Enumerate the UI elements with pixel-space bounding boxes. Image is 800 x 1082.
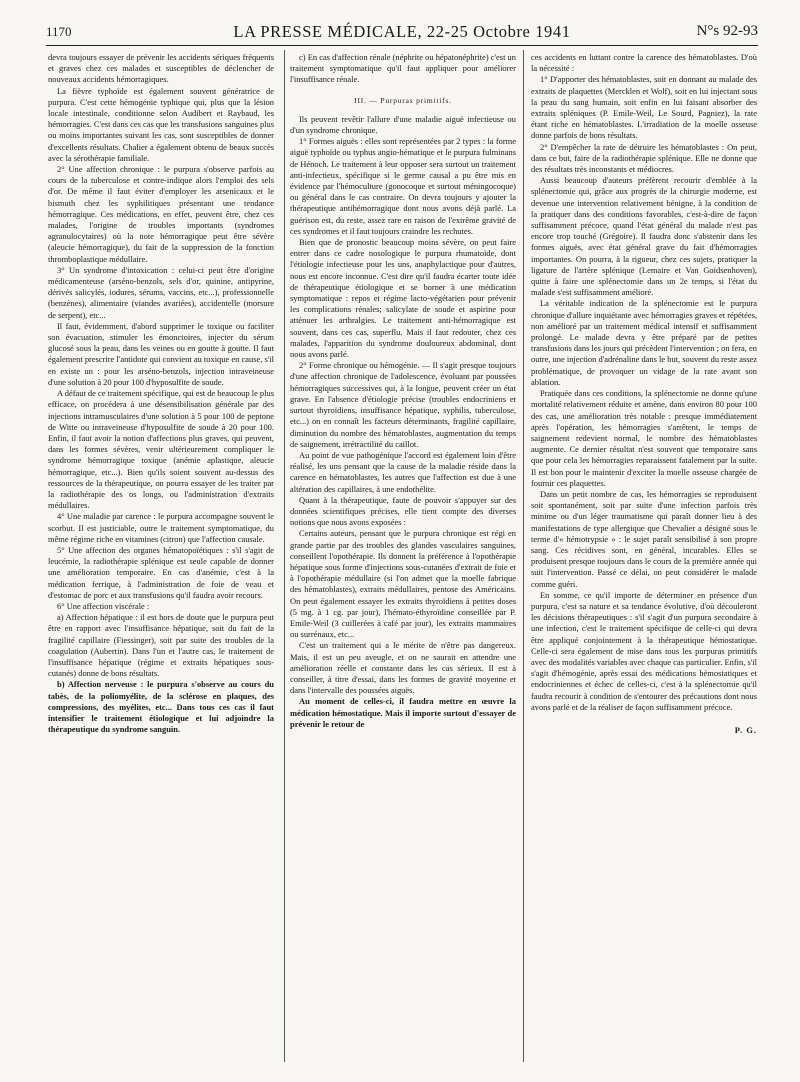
paragraph: a) Affection hépatique : il est hors de doute que le purpura peut être en rapport avec l'insuffisance hépatique, soit du fait de la fragilité capillaire (Fiessinger), soit par suite des troubles de la coagulation (Aubertin). Dans l'un et l'autre cas, le traitement de l'insuffisance hépatique (régime et extraits hépatiques sous-cutanés) donne de bons résultats. [48,612,274,679]
column-divider [523,50,524,1062]
paragraph: Ils peuvent revêtir l'allure d'une maladie aiguë infectieuse ou d'un syndrome chronique. [290,113,516,136]
paragraph: 1° Formes aiguës : elles sont représentées par 2 types : la forme aiguë typhoïde ou typhus angio-hématique et le purpura fulminans de Hénoch. Le traitement à leur opposer sera surtout un traitement anti-infectieux, spécifique si le germe causal a pu être mis en évidence par l'hémoculture (gonocoque et surtout méningocoque) ou général dans le cas contraire. On devra toujours y ajouter la thérapeutique antihémorragique dont nous avons déjà parlé. La guérison est, du reste, assez rare en raison de l'extrême gravité de ces syndromes et il faut toujours craindre les rechutes. [290,136,516,236]
paragraph: ces accidents en luttant contre la carence des hématoblastes. D'où la nécessité : [531,52,757,74]
header-rule [46,45,758,46]
article-column-2 [290,52,516,730]
paragraph: b) Affection nerveuse : le purpura s'observe au cours du tabès, de la poliomyélite, de la sclérose en plaques, des compressions, des myélites, etc... Dans tous ces cas il faut intensifier le traitement étiologique et lui adjoindre la thérapeutique du syndrome sanguin. [48,679,274,735]
paragraph: Certains auteurs, pensant que le purpura chronique est régi en grande partie par des troubles des glandes vasculaires sanguines, conseillent l'opothérapie. Ils donnent la préférence à l'opothérapie hépatique sous forme d'injections sous-cutanées d'extrait de foie et à l'opothérapie médullaire (si l'on admet que la moelle fabrique des hématoblastes), extraits médullaires, pentose des Américains. On peut également essayer les extraits thyroïdiens à petites doses (5 mg. à 1 cg. par jour), l'hémato-éthyroïdine conseillée par P. Emile-Weil (3 cuillerées à café par jour), les extraits mammaires ou surrénaux, etc... [290,528,516,640]
paragraph: Bien que de pronostic beaucoup moins sévère, on peut faire entrer dans ce cadre nosologique le purpura rhumatoïde, dont l'étiologie infectieuse pour les uns, anaphylactique pour d'autres, nous est encore inconnue. C'est dire qu'il faudra écarter toute idée de thérapeutique étiologique et se borner à une médication symptomatique : repos et régime lacto-végétarien pour prévenir les complications rénales; salicylate de soude et aspirine pour atténuer les arthralgies. Le traitement anti-hémorragique est souvent, dans ces cas, superflu. Mais il faut redouter, chez ces malades, l'apparition du syndrome douloureux abdominal, dont nous avons parlé. [290,237,516,360]
paragraph: 2° D'empêcher la rate de détruire les hématoblastes : On peut, dans ce but, faire de la radiothérapie splénique. Elle ne donne que des résultats très inconstants et médiocres. [531,141,757,175]
paragraph: 2° Une affection chronique : le purpura s'observe parfois au cours de la tuberculose et contre-indique alors l'emploi des sels d'or. De même il faut éviter d'employer les arsenicaux et le bismuth chez les syphilitiques présentant une tendance hémorragique. Ces médications, en effet, peuvent être, chez ces malades, l'origine de troubles importants (syndromes agranulocytaires) où la note hémorragique peut être sévère (aleucie hémorragique), du fait de la suppression de la fonction thromboplastique médullaire. [48,164,274,264]
journal-title: LA PRESSE MÉDICALE, 22-25 Octobre 1941 [233,22,571,41]
paragraph: A défaut de ce traitement spécifique, qui est de beaucoup le plus efficace, on procédera à une désensibilisation générale par des injections intramusculaires d'une solution à 5 pour 100 de peptone de Witte ou intraveineuse d'hyposulfite de soude à 20 pour 100. Enfin, il faut avoir la notion d'affections plus graves, qui peuvent, dans les formes sévères, venir ultérieurement compliquer le syndrome hémorragique toxique (anémie aplastique, aleucie hémorragique, etc...). Bien qu'ils soient souvent au-dessus des ressources de la thérapeutique, on pourra essayer de les traiter par la radiothérapie des os longs, ou l'administration d'extraits médullaires. [48,388,274,511]
author-signature: P. G. [734,724,757,735]
paragraph: 2° Forme chronique ou hémogénie. — Il s'agit presque toujours d'une affection chronique de l'adolescence, évoluant par poussées hémorragiques successives qui, à la longue, peuvent créer un état grave. En l'absence d'étiologie précise (troubles endocriniens et surtout thyroïdiens, insuffisance hépatique, syphilis, tuberculose, etc...) on en connaît les facteurs déterminants, fragilité capillaire, diminution du nombre des hématoblastes, augmentation du temps de saignement, irrétractilité du caillot. [290,360,516,449]
paragraph: c) En cas d'affection rénale (néphrite ou hépatonéphrite) c'est un traitement symptomatique qu'il faut appliquer pour améliorer l'insuffisance rénale. [290,52,516,85]
paragraph: Dans un petit nombre de cas, les hémorragies se reproduisent soit spontanément, soit par suite d'une infection parfois très minime ou d'un léger traumatisme qui paraît donner lieu à des manifestations de type allergique que Chevalier a désigné sous le terme d'« hémotrypsie » : le sujet paraît sensibilisé à son propre sang. Ces récidives sont, en général, incurables. Elles se produisent presque toujours dans le cours de la première année qui suit l'intervention. Passé ce délai, on peut considérer le malade comme guéri. [531,488,757,589]
paragraph: 5° Une affection des organes hématopoïétiques : s'il s'agit de leucémie, la radiothérapie splénique est seule capable de donner une amélioration temporaire. En cas d'anémie, c'est à la médication ferrique, à l'administration de foie de veau et d'estomac de porc et aux transfusions qu'il faudra avoir recours. [48,544,274,600]
paragraph: La véritable indication de la splénectomie est le purpura chronique d'allure inquiétante avec hémorragies graves et répétées, non amélioré par un traitement médical intensif et suffisamment prolongé. Le malade devra y être préparé par de petites transfusions dans les jours qui précèdent l'intervention ; on fera, en outre, une injection d'adrénaline dans le but, souvent du reste assez problématique, de provoquer un vidage de la rate avant son ablation. [531,298,757,387]
paragraph: devra toujours essayer de prévenir les accidents sériques fréquents et graves chez ces malades et susceptibles de déclencher de nouveaux accidents hémorragiques. [48,52,274,85]
issue-number: N°s 92-93 [696,23,758,39]
paragraph: C'est un traitement qui a le mérite de n'être pas dangereux. Mais, il est un peu aveugle, et on ne saurait en attendre une amélioration réelle et constante dans les cas sérieux. Il est à conseiller, à titre d'essai, dans les formes de gravité moyenne et dans l'intervalle des poussées aiguës. [290,640,516,696]
paragraph: La fièvre typhoïde est également souvent génératrice de purpura. C'est cette hémogénie typhique qui, plus que la lésion locale intestinale, conditionne selon Audibert et Raybaud, les hémorragies. C'est dans ces cas que les transfusions sanguines plus ou moins importantes suivant les cas, sont susceptibles de donner d'excellents résultats. Chalier a également obtenu de beaux succès avec la sérothérapie familiale. [48,85,275,163]
page-number: 1170 [46,24,72,39]
paragraph: Au moment de celles-ci, il faudra mettre en œuvre la médication hémostatique. Mais il importe surtout d'essayer de prévenir le retour de [290,696,516,729]
paragraph: 4° Une maladie par carence : le purpura accompagne souvent le scorbut. Il est justiciable, outre le traitement symptomatique, du même régime riche en vitamines (citron) que l'affection causale. [48,511,274,544]
paragraph: Pratiquée dans ces conditions, la splénectomie ne donne qu'une mortalité relativement réduite et amène, dans environ 80 pour 100 des cas, une amélioration très notable : presque immédiatement après l'opération, les hémorragies s'arrêtent, le temps de saignement redevient normal, le nombre des hématoblastes augmente. Ce dernier résultat n'est souvent que temporaire sans que pour cela les hémorragies reparaissent fatalement par la suite. Il est bon pour le maintenir d'exciter la moelle osseuse chargée de fournir ces plaquettes. [531,388,757,488]
column-divider [284,50,285,1062]
page-header [46,22,758,44]
paragraph: 1° D'apporter des hématoblastes, soit en donnant au malade des extraits de plaquettes (Mercklen et Wolf), soit en lui injectant sous la peau du sang humain, soit enfin en lui faisant absorber des extraits spléniques (P. Emile-Weil, Le Sourd, Pagniez), la rate étant riche en hématoblastes. L'irradiation de la moelle osseuse donne parfois de bons résultats. [531,74,757,141]
paragraph: Au point de vue pathogénique l'accord est également loin d'être réalisé, les uns pensant que la cause de la maladie réside dans la carence en hématoblastes, les autres que l'affection est due à une altération des capillaires, à une endothélite. [290,449,516,494]
paragraph: En somme, ce qu'il importe de déterminer en présence d'un purpura, c'est sa nature et sa tendance évolutive, d'où découleront les décisions thérapeutiques : s'il s'agit d'un purpura secondaire à une infection, c'est le traitement spécifique de celle-ci qui devra être appliqué conjointement à la thérapeutique hémostatique. Celle-ci sera également de mise dans tous les purpuras primitifs avec des modalités variables avec chaque cas particulier. Enfin, s'il s'agit d'hémogénie, après essai des médications hémostatiques et endocriniennes et échec de celles-ci, c'est à la splénectomie qu'il faudra recourir à condition de s'entourer des précautions dont nous avons parlé et de la réaliser de façon suffisamment précoce. [531,589,757,712]
paragraph: Il faut, évidemment, d'abord supprimer le toxique ou faciliter son évacuation, stimuler les émonctoires, injecter du sérum glucosé sous la peau, dans les veines ou en goutte à goutte. Il faut également prescrire l'antidote qui convient au toxique en cause, s'il en existe un : pour les arséno-benzols, injection intraveineuse d'une solution à 20 pour 100 d'hyposulfite de soude. [48,320,274,387]
article-column-1 [48,52,274,735]
paragraph: Quant à la thérapeutique, faute de pouvoir s'appuyer sur des données scientifiques précises, elle tient compte des diverses notions que nous avons exposées : [290,494,516,528]
paragraph: 3° Un syndrome d'intoxication : celui-ci peut être d'origine médicamenteuse (arséno-benzols, sels d'or, quinine, antipyrine, dérivés salicylés, iodures, sérums, vaccins, etc...), professionnelle (benzènes), alimentaire (viandes avariées), accidentelle (morsure de serpent), etc... [48,264,274,320]
paragraph: Aussi beaucoup d'auteurs préfèrent recourir d'emblée à la splénectomie qui, grâce aux progrès de la chirurgie moderne, est devenue une intervention relativement bénigne, à la condition de la pratiquer dans des conditions favorables, c'est-à-dire de façon suffisamment précoce, quand l'état général du malade n'est pas encore trop touché (Grégoire). Il faudra donc s'abstenir dans les formes aiguës, avec état général grave du fait d'hémorragies importantes. On pourra, à la rigueur, chez ces sujets, pratiquer la ligature de l'artère splénique (Lemaire et Van Goidsenhoven), quitte à faire une splénectomie dans un 2e temps, si l'état du malade s'est suffisamment amélioré. [531,175,757,298]
article-column-3 [531,52,757,736]
section-heading: III. — Purpuras primitifs. [354,95,452,105]
paragraph: 6° Une affection viscérale : [57,600,150,611]
